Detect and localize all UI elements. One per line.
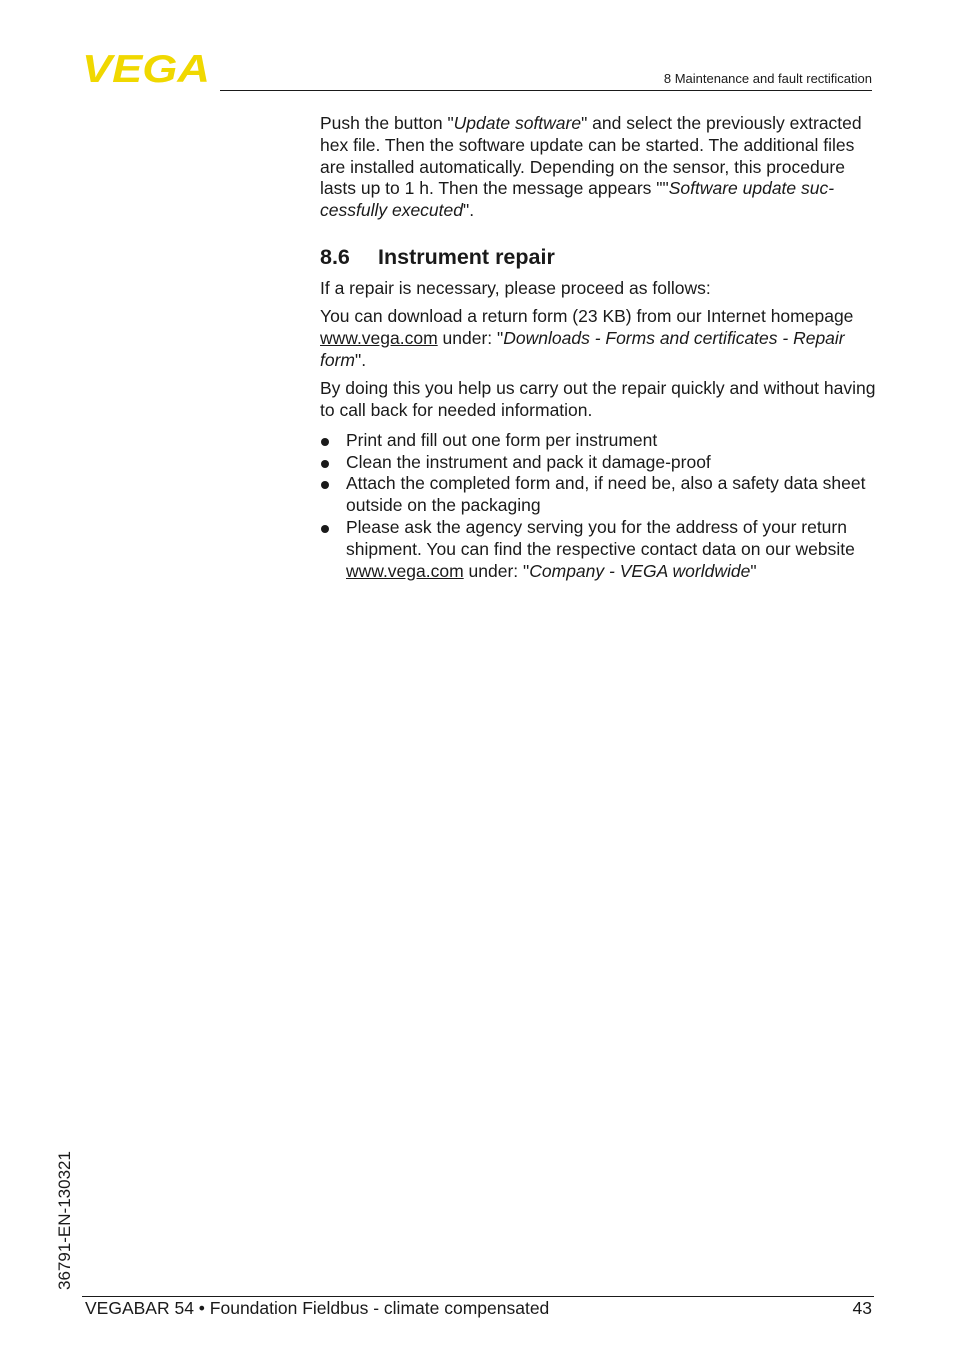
- list-item: Please ask the agency serving you for the address of your return shipment. You can find the respective contact data on our website www.vega.com under: "Company - VEGA worldwide": [320, 517, 880, 582]
- list-item: Clean the instrument and pack it damage-proof: [320, 452, 880, 474]
- header-divider: [220, 90, 872, 91]
- repair-benefit-paragraph: By doing this you help us carry out the repair quickly and without having to call back for needed information.: [320, 378, 876, 420]
- document-code: 36791-EN-130321: [55, 1151, 74, 1290]
- main-content: [320, 113, 880, 582]
- vega-website-link[interactable]: www.vega.com: [346, 560, 464, 581]
- svg-text:VEGA: VEGA: [82, 52, 210, 84]
- list-item: Attach the completed form and, if need be, also a safety data sheet outside on the packaging: [320, 473, 880, 517]
- return-form-paragraph: You can download a return form (23 KB) from our Internet homepage www.vega.com under: "Downloads - Forms and certificates - Repair form".: [320, 306, 854, 370]
- repair-steps-list: [320, 430, 880, 583]
- page-number: 43: [852, 1298, 872, 1318]
- footer-product-name: VEGABAR 54 • Foundation Fieldbus - climate compensated: [85, 1298, 550, 1318]
- list-item: Print and fill out one form per instrument: [320, 430, 880, 452]
- repair-intro-paragraph: If a repair is necessary, please proceed as follows:: [320, 277, 711, 298]
- footer-divider: [82, 1296, 874, 1297]
- vega-website-link[interactable]: www.vega.com: [320, 328, 438, 349]
- section-heading: [320, 244, 880, 270]
- intro-paragraph: Push the button "Update software" and select the previously extracted hex file. Then the software update can be started. The additional files are installed automatically. Depending on the sensor, this procedure lasts up to 1 h. Then the message appears ""Software update successfully executed".: [320, 113, 862, 221]
- section-number: 8.6: [320, 244, 350, 269]
- section-title: Instrument repair: [378, 244, 555, 269]
- header-section-title: 8 Maintenance and fault rectification: [663, 71, 872, 86]
- vega-logo: [82, 52, 212, 84]
